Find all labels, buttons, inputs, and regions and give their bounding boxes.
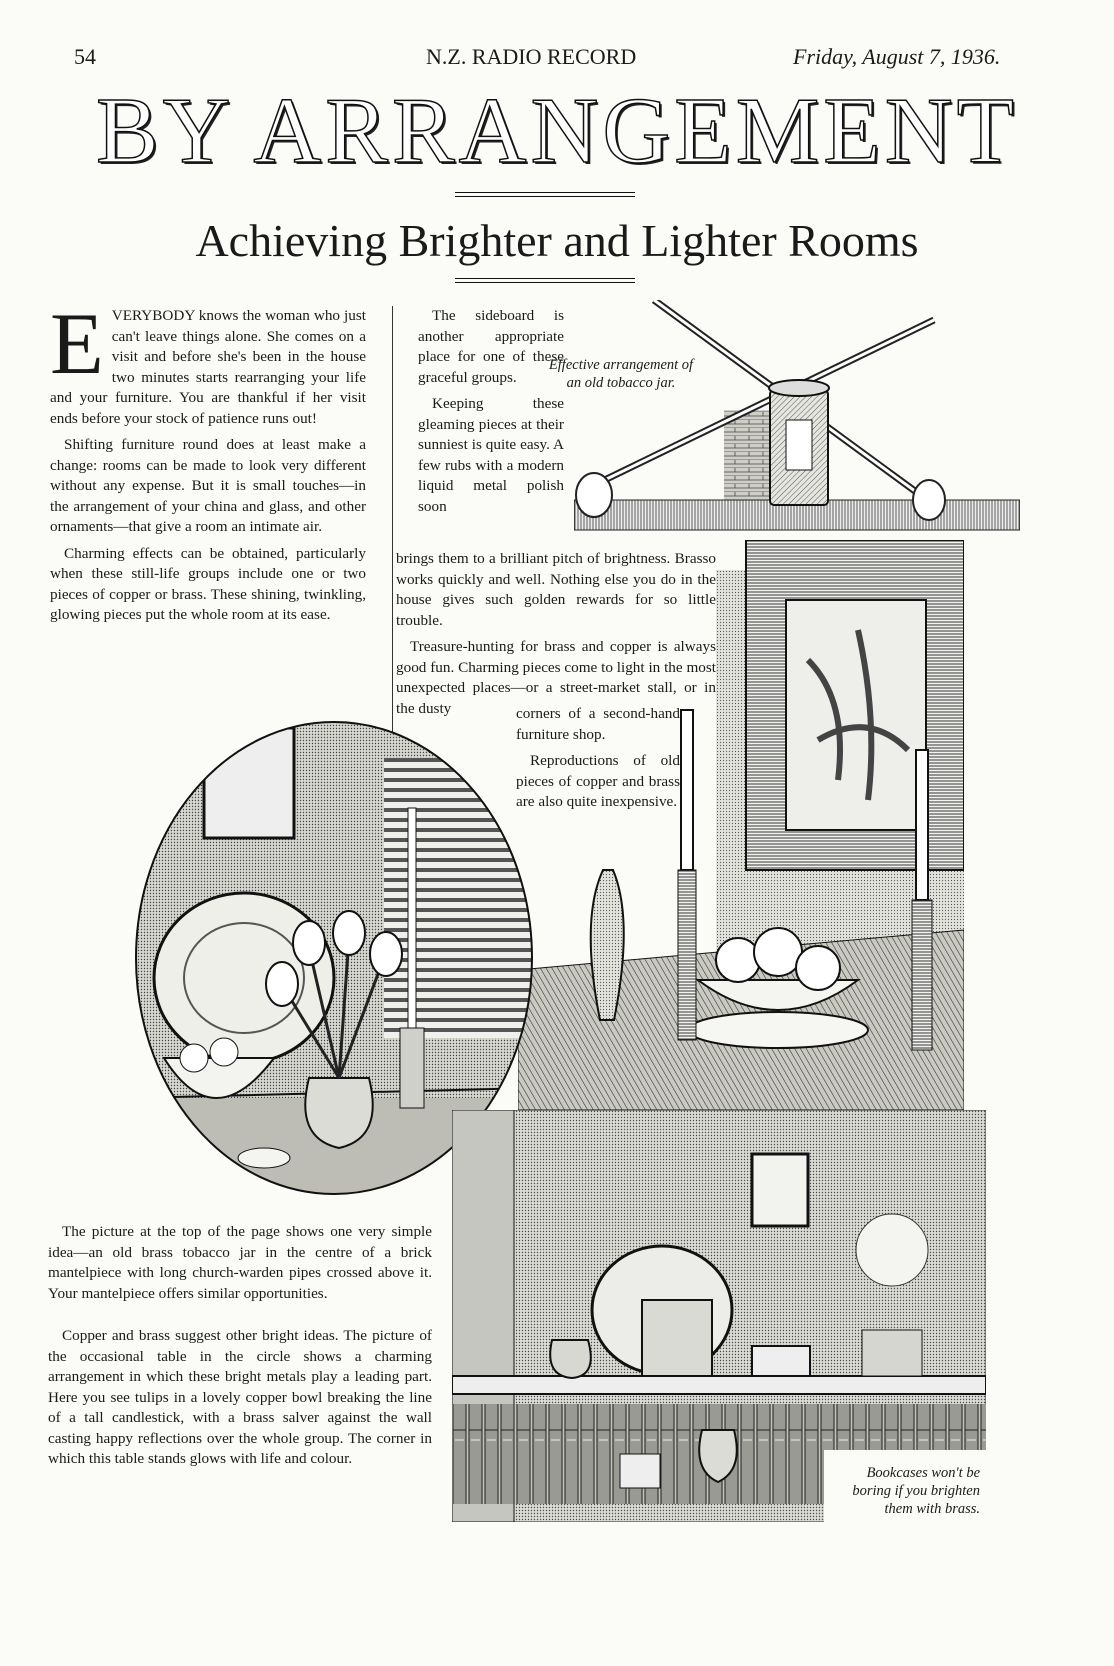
subheadline: Achieving Brighter and Lighter Rooms xyxy=(195,215,919,266)
divider-bottom xyxy=(455,278,635,279)
sideboard-engraving xyxy=(518,540,964,1110)
paragraph: Reproductions of old pieces of copper and brass are also quite inexpensive. xyxy=(516,752,680,810)
paragraph: brings them to a brilliant pitch of brightness. Brasso works quickly and well. Nothing else you do in the house gives such golden rewards for so little trouble. xyxy=(396,550,716,629)
drop-cap: E xyxy=(50,296,104,393)
paragraph: Treasure-hunting for brass and copper is always good fun. Charming pieces come to light in the most unexpected places—or a street-market stall, or in the dusty xyxy=(396,638,716,717)
bookcase-engraving xyxy=(452,1110,986,1522)
headline: BY ARRANGEMENT xyxy=(95,79,1019,183)
tobacco-jar-engraving xyxy=(574,300,1020,546)
bookcase-illustration xyxy=(452,1110,986,1522)
paragraph: corners of a second-hand furniture shop. xyxy=(516,705,680,743)
publication-name: N.Z. RADIO RECORD xyxy=(426,44,637,69)
page-number: 54 xyxy=(74,44,96,69)
paragraph: Keeping these gleaming pieces at their sunniest is quite easy. A few rubs with a modern liquid metal polish soon xyxy=(418,395,564,515)
article-column-1 xyxy=(50,296,366,632)
article-column-2-narrow xyxy=(418,306,564,523)
issue-date: Friday, August 7, 1936. xyxy=(793,44,1001,69)
tobacco-jar-illustration xyxy=(574,300,1020,546)
column-rule xyxy=(392,306,393,736)
paragraph: The sideboard is another appropriate place for one of these graceful groups. xyxy=(418,307,564,386)
bookcases-caption: Bookcases won't be boring if you brighten them with brass. xyxy=(852,1465,980,1517)
paragraph: Charming effects can be obtained, particularly when these still-life groups include one or two pieces of copper or brass. These shining, twinkling, glowing pieces put the whole room at its ease. xyxy=(50,544,366,623)
paragraph: The picture at the top of the page shows one very simple idea—an old brass tobacco jar in the centre of a brick mantelpiece with long church-warden pipes crossed above it. Your mantelpiece offers similar opportunities. xyxy=(48,1223,432,1302)
paragraph: Shifting furniture round does at least make a change: rooms can be made to look very different without any expense. But it is small touches—in the arrangement of your china and glass, and other ornaments—that give a room an intimate air. xyxy=(50,436,366,535)
divider-top xyxy=(455,192,635,193)
sideboard-illustration xyxy=(518,540,964,1110)
divider-top-2 xyxy=(455,196,635,197)
paragraph: VERYBODY knows the woman who just can't leave things alone. She comes on a visit and before she's been in the house two minutes starts rearranging your life and your furniture. You are thankful if her visit ends before your stock of patience runs out! xyxy=(50,307,366,427)
tobacco-jar-caption: Effective arrangement of an old tobacco jar. xyxy=(548,357,694,391)
article-bottom xyxy=(48,1222,432,1476)
divider-bottom-2 xyxy=(455,282,635,283)
paragraph: Copper and brass suggest other bright ideas. The picture of the occasional table in the circle shows a charming arrangement in which these bright metals play a leading part. Here you see tulips in a lovely copper bowl breaking the line of a tall candlestick, with a brass salver against the wall casting happy reflections over the whole group. The corner in which this table stands glows with life and colour. xyxy=(48,1327,432,1467)
